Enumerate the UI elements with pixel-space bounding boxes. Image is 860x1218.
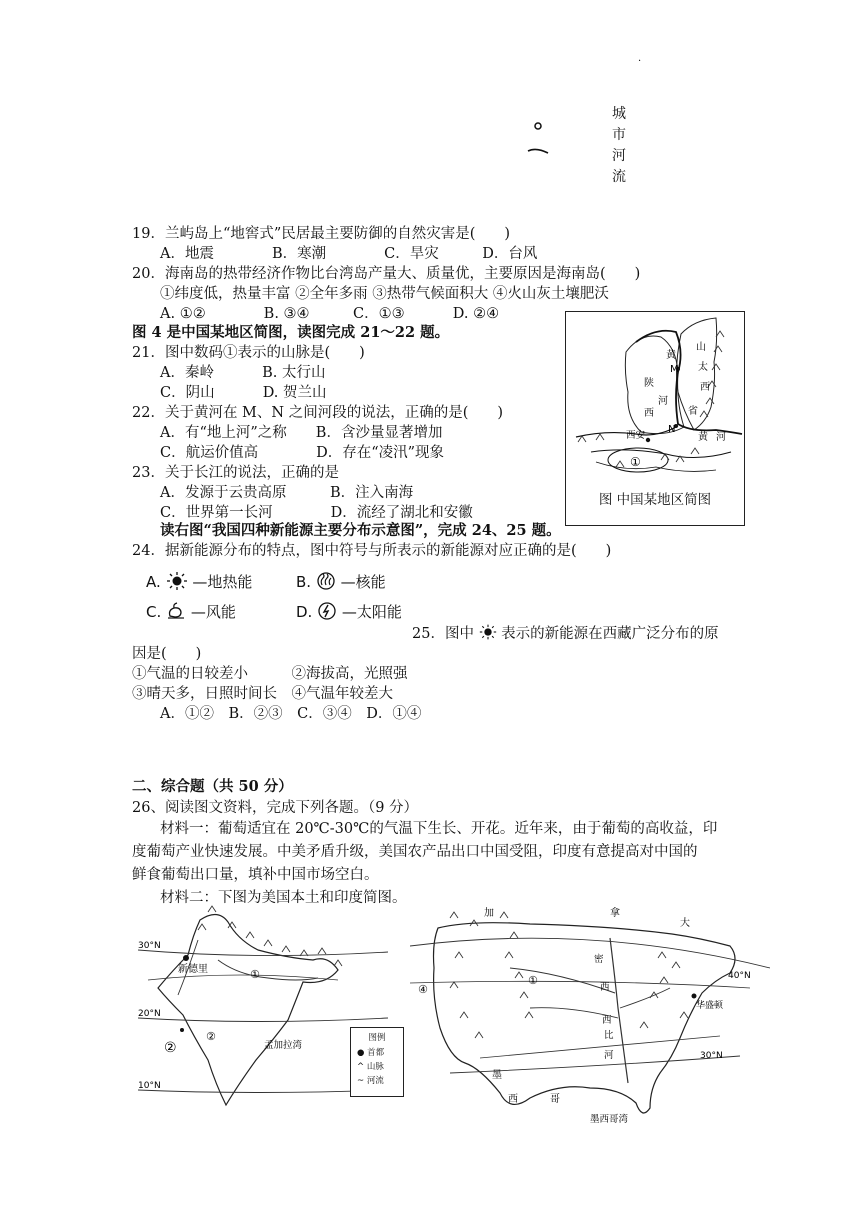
q24-option-d-letter: D. <box>296 603 313 621</box>
map-label-tai: 太 <box>698 362 708 373</box>
q19-stem: 19．兰屿岛上“地窖式”民居最主要防御的自然灾害是( ) <box>132 226 511 242</box>
section2-heading: 二、综合题（共 50 分） <box>132 778 293 795</box>
q24-stem: 24．据新能源分布的特点，图中符号与所表示的新能源对应正确的是( ) <box>132 543 612 559</box>
city-river-symbols <box>526 116 566 176</box>
q22-row1: A．有“地上河”之称 B．含沙量显著增加 <box>160 425 443 441</box>
usa-map <box>410 898 770 1138</box>
map-label-huang: 黄 <box>666 350 676 361</box>
q24-option-c-text: —风能 <box>190 603 236 621</box>
q22-row2: C．航运价值高 D．存在“凌汛”现象 <box>160 445 445 461</box>
q23-row2: C．世界第一长河 D．流经了湖北和安徽 <box>160 505 473 521</box>
map-legend <box>350 1027 404 1097</box>
legend-row-capital <box>357 1046 403 1058</box>
q25-options: A．①② B．②③ C．③④ D．①④ <box>160 706 422 722</box>
india-num2a: ② <box>164 1040 177 1056</box>
map-label-shan2: 陕 <box>644 378 654 389</box>
q20-stem: 20．海南岛的热带经济作物比台湾岛产量大、质量优，主要原因是海南岛( ) <box>132 266 641 282</box>
legend-river-char2: 流 <box>612 169 626 185</box>
legend-mountain-label: 山脉 <box>366 1062 384 1072</box>
legend-river-symbol: ~ <box>357 1076 365 1086</box>
q25-items2: ③晴天多，日照时间长 ④气温年较差大 <box>132 686 393 702</box>
q26-material1-l2: 度葡萄产业快速发展。中美矛盾升级，美国农产品出口中国受阻，印度有意提高对中国的 <box>132 844 698 860</box>
q24-option-b <box>296 571 386 592</box>
map-label-M: M <box>670 364 679 375</box>
usa-label-mo: 墨 <box>492 1070 502 1081</box>
q24-option-a-letter: A. <box>146 573 161 591</box>
india-lat10: 10°N <box>138 1081 161 1091</box>
india-num2b: ② <box>206 1030 216 1043</box>
map-label-num1: ① <box>630 455 641 469</box>
usa-label-da: 大 <box>680 918 690 929</box>
legend-river-char1: 河 <box>612 148 626 164</box>
map-label-xi2: 西 <box>644 408 654 419</box>
nuclear-icon <box>317 602 337 620</box>
q24-option-c-letter: C. <box>146 603 162 621</box>
usa-num1: ① <box>528 974 538 987</box>
india-bay: 孟加拉湾 <box>264 1040 303 1051</box>
usa-capital: 华盛顿 <box>696 1001 724 1011</box>
q24-option-d <box>296 601 402 622</box>
fig4-intro: 图 4 是中国某地区简图，读图完成 21～22 题。 <box>132 324 450 341</box>
q25-stem-prefix: 25．图中 <box>412 626 474 642</box>
legend-city-char2: 市 <box>612 127 626 143</box>
q26-material1-l1: 材料一：葡萄适宜在 20℃-30℃的气温下生长、开花。近年来，由于葡萄的高收益，印 <box>160 821 718 837</box>
usa-label-xi2: 西 <box>602 1015 612 1026</box>
q23-row1: A．发源于云贵高原 B．注入南海 <box>160 485 414 501</box>
legend-capital-label: 首都 <box>367 1048 385 1058</box>
china-map-caption: 图 中国某地区简图 <box>598 492 712 508</box>
q21-row2: C．阴山 D. 贺兰山 <box>160 385 327 401</box>
usa-num4: ④ <box>418 983 428 996</box>
map-label-he2: 河 <box>716 432 726 443</box>
india-lat20: 20°N <box>138 1009 161 1019</box>
q24-option-b-letter: B. <box>296 573 312 591</box>
usa-label-xi3: 西 <box>508 1094 518 1105</box>
q24-intro: 读右图“我国四种新能源主要分布示意图”，完成 24、25 题。 <box>160 522 561 539</box>
usa-label-he: 河 <box>604 1050 614 1061</box>
legend-river-label: 河流 <box>366 1076 384 1086</box>
map-label-he: 河 <box>658 396 668 407</box>
q25-stem-cont: 因是( ) <box>132 646 202 662</box>
usa-label-ge: 哥 <box>550 1094 560 1105</box>
geothermal-icon <box>316 572 336 590</box>
q20-items: ①纬度低，热量丰富 ②全年多雨 ③热带气候面积大 ④火山灰土壤肥沃 <box>160 286 609 302</box>
india-num1: ① <box>250 968 260 981</box>
china-map-figure <box>565 311 745 526</box>
q26-material1-l3: 鲜食葡萄出口量，填补中国市场空白。 <box>132 867 379 883</box>
usa-label-na: 拿 <box>610 908 620 919</box>
q20-options: A. ①② B. ③④ C．①③ D. ②④ <box>160 306 500 322</box>
q24-option-b-text: —核能 <box>340 573 386 591</box>
india-capital: 新德里 <box>178 964 208 975</box>
legend-capital-symbol: ● <box>357 1048 365 1058</box>
q24-option-a-text: —地热能 <box>192 573 253 591</box>
q25-items1: ①气温的日较差小 ②海拔高，光照强 <box>132 666 408 682</box>
map-label-shan: 山 <box>696 342 706 353</box>
map-label-N: N <box>668 424 676 435</box>
legend-labels <box>612 104 626 188</box>
map-label-huang2: 黄 <box>698 432 708 443</box>
sun-icon <box>166 572 188 590</box>
legend-fragment <box>520 100 660 190</box>
usa-lat40: 40°N <box>728 971 751 981</box>
q24-option-d-text: —太阳能 <box>341 603 402 621</box>
q24-option-c <box>146 601 236 622</box>
q25-stem-suffix: 表示的新能源在西藏广泛分布的原 <box>501 626 719 642</box>
china-map <box>566 312 744 492</box>
india-lat30: 30°N <box>138 941 161 951</box>
legend-city-char1: 城 <box>612 106 626 122</box>
legend-mountain-symbol: ^ <box>357 1062 365 1072</box>
map-label-sheng: 省 <box>688 406 698 417</box>
wind-icon <box>166 602 186 620</box>
legend-title: 图例 <box>368 1033 386 1043</box>
legend-row-mountain <box>357 1060 403 1072</box>
usa-label-jia: 加 <box>484 908 494 919</box>
q26-material2: 材料二：下图为美国本土和印度简图。 <box>160 890 407 906</box>
legend-row-river <box>357 1074 403 1086</box>
q21-stem: 21．图中数码①表示的山脉是( ) <box>132 345 365 361</box>
q22-stem: 22．关于黄河在 M、N 之间河段的说法，正确的是( ) <box>132 405 504 421</box>
usa-label-bi: 比 <box>604 1030 614 1041</box>
q26-stem: 26、阅读图文资料，完成下列各题。（9 分） <box>132 800 419 816</box>
q19-options: A．地震 B．寒潮 C．旱灾 D．台风 <box>160 246 538 262</box>
map-label-xi: 西 <box>700 382 710 393</box>
q25-stem-line <box>412 624 719 644</box>
q24-option-a <box>146 571 252 592</box>
page-mark: · <box>638 56 642 67</box>
usa-label-mi: 密 <box>594 954 604 965</box>
sun-icon-inline <box>479 624 497 640</box>
usa-lat30: 30°N <box>700 1051 723 1061</box>
usa-label-xi: 西 <box>600 982 610 993</box>
q21-row1: A．秦岭 B. 太行山 <box>160 365 326 381</box>
usa-gulf: 墨西哥湾 <box>590 1114 629 1125</box>
map-label-xian: 西安 <box>626 430 646 441</box>
q23-stem: 23．关于长江的说法，正确的是 <box>132 465 339 481</box>
